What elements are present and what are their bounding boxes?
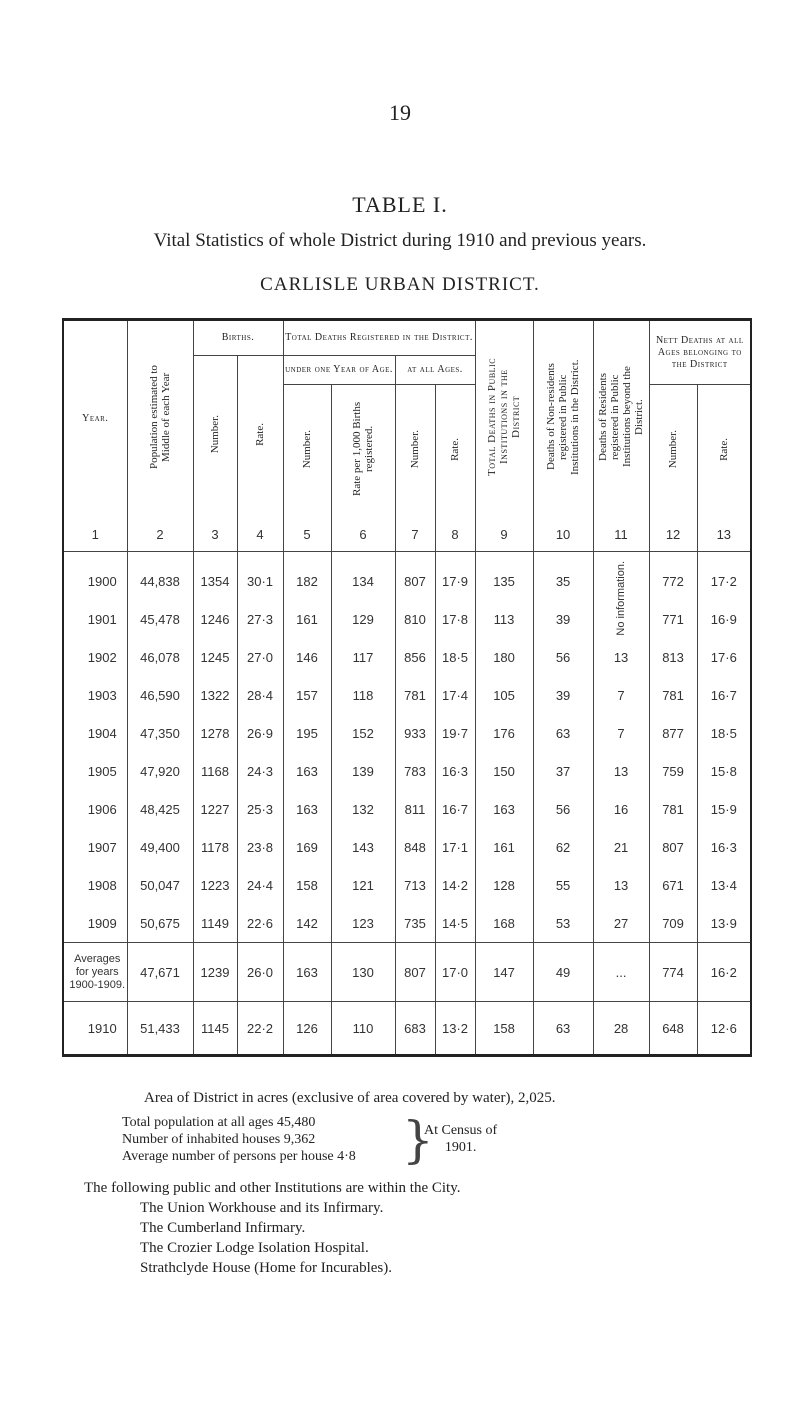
table-row [63,828,751,866]
table-cell: 121 [331,866,395,904]
table-cell: 147 [475,943,533,1002]
table-cell: 16·3 [697,828,751,866]
table-cell: 1903 [63,676,127,714]
table-cell: 1245 [193,638,237,676]
table-cell: 13 [593,638,649,676]
averages-row [63,943,751,1002]
table-cell: 143 [331,828,395,866]
table-cell: 157 [283,676,331,714]
table-row [63,714,751,752]
non-residents-header: Deaths of Non-residents registered in Public Institutions in the District. [533,320,593,518]
table-cell: 735 [395,904,435,943]
table-cell: 13·2 [435,1002,475,1056]
table-cell: 63 [533,1002,593,1056]
area-note: Area of District in acres (exclusive of area covered by water), 2,025. [144,1090,556,1106]
births-header: Births. [193,320,283,356]
table-cell: 17·4 [435,676,475,714]
table-cell: 123 [331,904,395,943]
table-cell: 15·8 [697,752,751,790]
births-number-header: Number. [193,356,237,518]
table-cell: 16·7 [697,676,751,714]
table-row [63,638,751,676]
table-cell: 807 [395,943,435,1002]
table-row [63,562,751,600]
table-cell: 1168 [193,752,237,790]
table-cell: 811 [395,790,435,828]
averages-label: Averages for years 1900-1909. [63,943,127,1002]
table-row [63,866,751,904]
census-houses: Number of inhabited houses 9,362 [122,1132,316,1147]
table-cell: 1909 [63,904,127,943]
column-number: 7 [395,517,435,552]
table-cell: 46,590 [127,676,193,714]
table-cell: 1902 [63,638,127,676]
table-cell: 150 [475,752,533,790]
table-cell: 14·2 [435,866,475,904]
table-cell: 105 [475,676,533,714]
year-header: Year. [63,320,127,518]
column-number: 12 [649,517,697,552]
table-cell: 195 [283,714,331,752]
table-cell: 17·6 [697,638,751,676]
table-cell: 810 [395,600,435,638]
vital-statistics-table [62,318,752,1057]
table-cell: 17·9 [435,562,475,600]
table-cell: 50,047 [127,866,193,904]
table-cell: 50,675 [127,904,193,943]
table-cell: 176 [475,714,533,752]
table-cell: 28 [593,1002,649,1056]
table-row [63,904,751,943]
table-cell: 1145 [193,1002,237,1056]
table-cell: 47,671 [127,943,193,1002]
table-cell: 1227 [193,790,237,828]
under-one-rate-header: Rate per 1,000 Births registered. [331,385,395,518]
table-cell: 158 [475,1002,533,1056]
table-cell: 30·1 [237,562,283,600]
table-cell: 23·8 [237,828,283,866]
table-cell: 1907 [63,828,127,866]
table-cell: 17·0 [435,943,475,1002]
table-subtitle: Vital Statistics of whole District during 1910 and previous years. [153,230,647,251]
column-number: 6 [331,517,395,552]
table-cell: 13·9 [697,904,751,943]
table-cell: 933 [395,714,435,752]
table-cell: 163 [475,790,533,828]
table-cell: 45,478 [127,600,193,638]
column-number: 8 [435,517,475,552]
table-cell: 117 [331,638,395,676]
table-cell: 55 [533,866,593,904]
column-number: 3 [193,517,237,552]
page-number: 19 [389,100,411,125]
table-cell: 39 [533,676,593,714]
population-header: Population estimated to Middle of each Year [127,320,193,518]
residents-beyond-header: Deaths of Residents registered in Public Institutions beyond the District. [593,320,649,518]
births-rate-header: Rate. [237,356,283,518]
table-cell: 53 [533,904,593,943]
under-one-header: under one Year of Age. [283,356,395,385]
table-cell: 118 [331,676,395,714]
column-number: 2 [127,517,193,552]
table-cell: 1354 [193,562,237,600]
table-cell: 19·7 [435,714,475,752]
column-number: 10 [533,517,593,552]
table-cell: 16·7 [435,790,475,828]
table-cell: 783 [395,752,435,790]
table-cell: 856 [395,638,435,676]
table-cell: 1900 [63,562,127,600]
table-cell: 47,920 [127,752,193,790]
table-cell: 1322 [193,676,237,714]
total-deaths-header: Total Deaths Registered in the District. [283,320,475,356]
table-cell: 28·4 [237,676,283,714]
table-cell: 7 [593,676,649,714]
table-cell: 132 [331,790,395,828]
all-ages-header: at all Ages. [395,356,475,385]
table-cell: 1246 [193,600,237,638]
table-cell: 683 [395,1002,435,1056]
district-heading: CARLISLE URBAN DISTRICT. [260,274,540,295]
table-cell: 813 [649,638,697,676]
table-cell: 1901 [63,600,127,638]
table-cell: 772 [649,562,697,600]
table-cell: 158 [283,866,331,904]
table-cell: 1908 [63,866,127,904]
table-cell: 807 [649,828,697,866]
table-cell: 13 [593,752,649,790]
table-cell: 113 [475,600,533,638]
table-cell: 759 [649,752,697,790]
table-cell: 168 [475,904,533,943]
table-cell: 16·3 [435,752,475,790]
table-cell: 13·4 [697,866,751,904]
census-persons-per-house: Average number of persons per house 4·8 [122,1149,356,1164]
table-cell [593,562,649,638]
table-cell: 18·5 [435,638,475,676]
table-cell: 152 [331,714,395,752]
census-lines [122,1114,356,1165]
nett-deaths-header: Nett Deaths at all Ages belonging to the District [649,320,751,385]
table-cell: 24·4 [237,866,283,904]
under-one-number-header: Number. [283,385,331,518]
table-title: TABLE I. [352,192,448,217]
census-population: Total population at all ages 45,480 [122,1115,316,1130]
table-cell: 713 [395,866,435,904]
table-cell: 1910 [63,1002,127,1056]
table-cell: 671 [649,866,697,904]
table-cell: 46,078 [127,638,193,676]
institution-item: The Crozier Lodge Isolation Hospital. [140,1240,369,1256]
table-cell: 15·9 [697,790,751,828]
public-institutions-header: Total Deaths in Public Institutions in the District [475,320,533,518]
column-number: 9 [475,517,533,552]
table-cell: 24·3 [237,752,283,790]
table-cell: 48,425 [127,790,193,828]
table-cell: 44,838 [127,562,193,600]
table-cell: 128 [475,866,533,904]
table-cell: 7 [593,714,649,752]
table-cell: 51,433 [127,1002,193,1056]
table-cell: 129 [331,600,395,638]
column-number: 1 [63,517,127,552]
column-number: 13 [697,517,751,552]
table-cell: 16·9 [697,600,751,638]
table-cell: 1178 [193,828,237,866]
table-cell: 110 [331,1002,395,1056]
table-cell: 22·2 [237,1002,283,1056]
table-cell: 877 [649,714,697,752]
table-cell: 130 [331,943,395,1002]
table-cell: 1239 [193,943,237,1002]
column-number-row [63,517,751,552]
column-number: 4 [237,517,283,552]
table-cell: 1904 [63,714,127,752]
no-information-note: No information. [615,561,628,636]
table-cell: 16 [593,790,649,828]
institution-item: Strathclyde House (Home for Incurables). [140,1260,392,1276]
year-rows [63,562,751,943]
table-row [63,676,751,714]
table-cell: 47,350 [127,714,193,752]
table-cell: 25·3 [237,790,283,828]
table-cell: 139 [331,752,395,790]
column-number: 5 [283,517,331,552]
table-cell: 163 [283,752,331,790]
table-cell: 49 [533,943,593,1002]
census-label: At Census of 1901. [424,1123,498,1155]
table-cell: 134 [331,562,395,600]
table-cell: 848 [395,828,435,866]
nett-rate-header: Rate. [697,385,751,518]
table-cell: 182 [283,562,331,600]
table-cell: 39 [533,600,593,638]
table-cell: 12·6 [697,1002,751,1056]
table-cell: 781 [649,676,697,714]
table-cell: 27·0 [237,638,283,676]
table-cell: 1906 [63,790,127,828]
brace-icon: } [402,1111,434,1169]
all-ages-rate-header: Rate. [435,385,475,518]
table-cell: 774 [649,943,697,1002]
table-cell: 781 [395,676,435,714]
table-cell: 17·1 [435,828,475,866]
table-cell: 771 [649,600,697,638]
table-cell: 56 [533,790,593,828]
table-cell: 26·0 [237,943,283,1002]
table-cell: 17·2 [697,562,751,600]
table-row [63,752,751,790]
table-cell: 135 [475,562,533,600]
table-cell: 142 [283,904,331,943]
table-cell: 62 [533,828,593,866]
institutions-intro: The following public and other Institutions are within the City. [84,1180,461,1196]
table-cell: 17·8 [435,600,475,638]
table-cell: 781 [649,790,697,828]
table-cell: 18·5 [697,714,751,752]
table-cell: 161 [283,600,331,638]
table-cell: 63 [533,714,593,752]
table-cell: 1149 [193,904,237,943]
table-row [63,790,751,828]
census-block [84,1111,784,1178]
column-number: 11 [593,517,649,552]
table-cell: 1905 [63,752,127,790]
table-cell: 163 [283,943,331,1002]
table-cell: 49,400 [127,828,193,866]
table-cell: 22·6 [237,904,283,943]
table-cell: 709 [649,904,697,943]
table-cell: 146 [283,638,331,676]
table-cell: 37 [533,752,593,790]
table-cell: 21 [593,828,649,866]
institution-item: The Cumberland Infirmary. [140,1220,306,1236]
table-cell: 27 [593,904,649,943]
table-cell: 1223 [193,866,237,904]
table-cell: 27·3 [237,600,283,638]
table-cell: 14·5 [435,904,475,943]
table-cell: 16·2 [697,943,751,1002]
spacer-row [63,552,751,563]
table-cell: 180 [475,638,533,676]
table-cell: 13 [593,866,649,904]
table-cell: 56 [533,638,593,676]
table-cell: 163 [283,790,331,828]
table-cell: 161 [475,828,533,866]
nett-number-header: Number. [649,385,697,518]
table-cell: 126 [283,1002,331,1056]
table-cell: ... [593,943,649,1002]
table-cell: 35 [533,562,593,600]
all-ages-number-header: Number. [395,385,435,518]
notes-section [84,1088,784,1278]
year-1910-row [63,1002,751,1056]
table-cell: 169 [283,828,331,866]
table-cell: 1278 [193,714,237,752]
table-cell: 26·9 [237,714,283,752]
table-cell: 807 [395,562,435,600]
institution-item: The Union Workhouse and its Infirmary. [140,1200,384,1216]
table-cell: 648 [649,1002,697,1056]
